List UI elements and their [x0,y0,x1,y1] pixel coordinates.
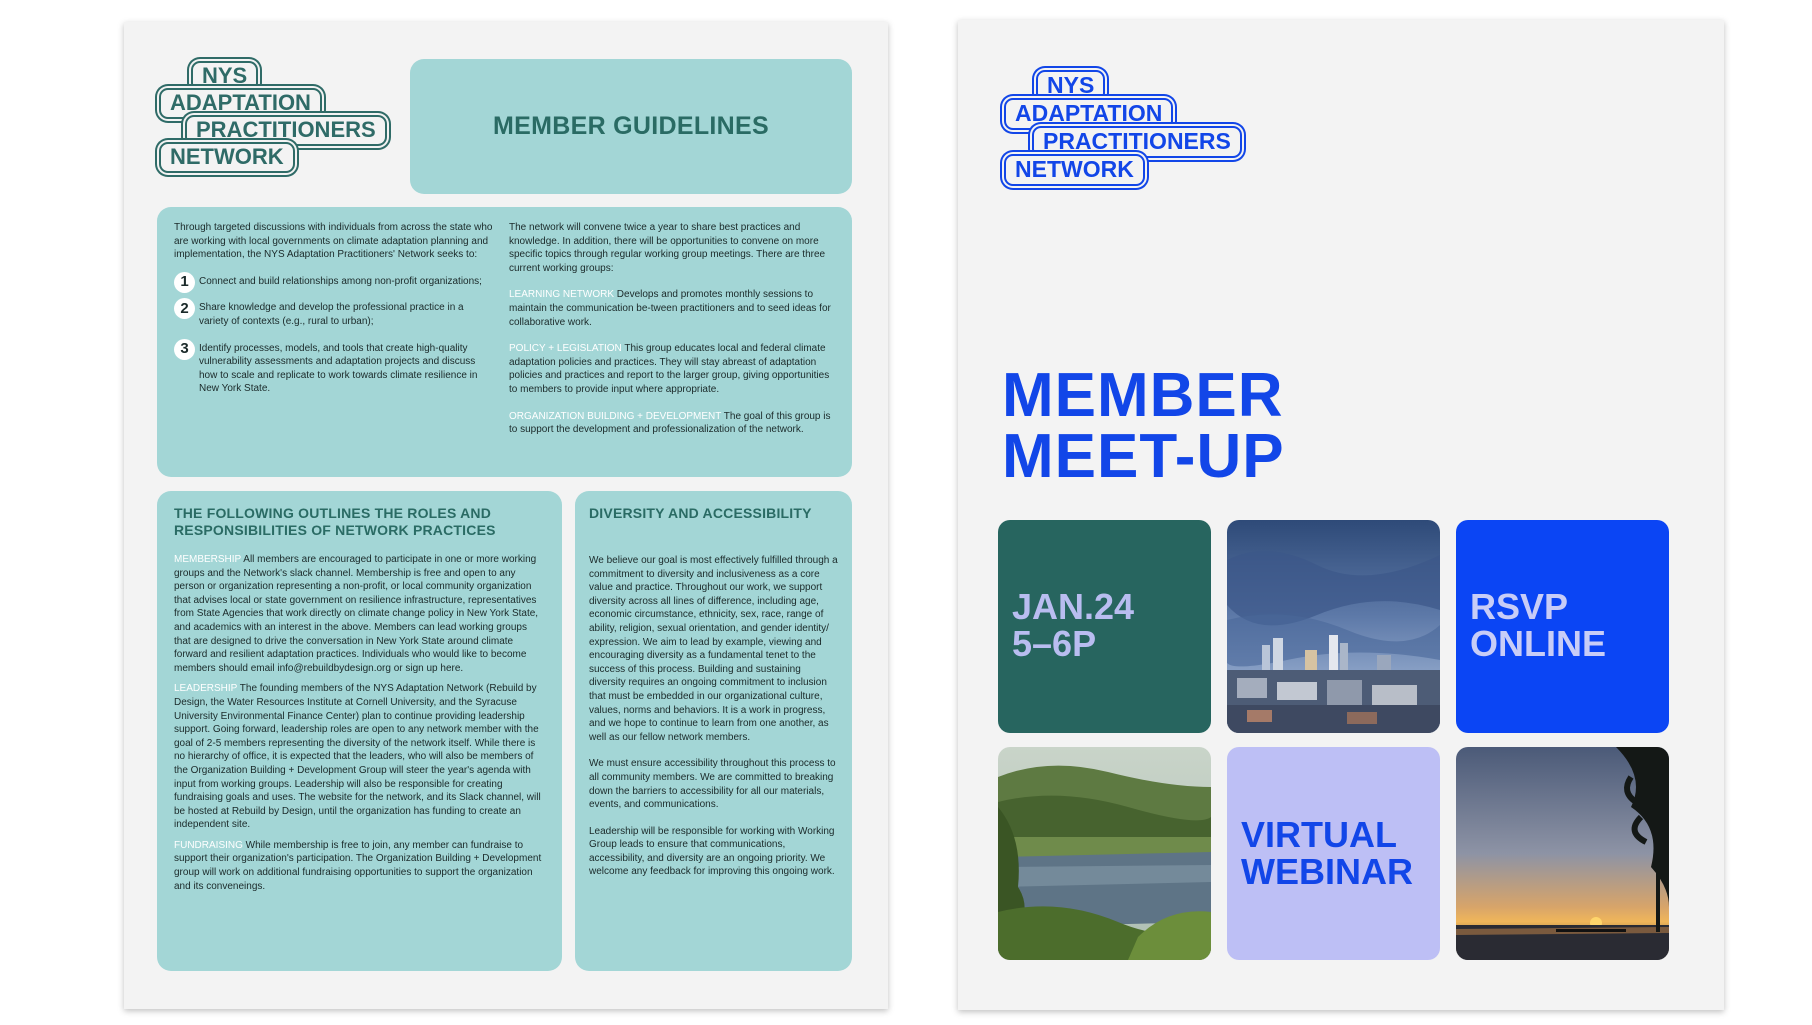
title-panel [410,59,852,194]
goal-item [174,342,494,396]
intro-panel [157,207,852,477]
goal-text: Connect and build relationships among non-profit organizations; [199,275,482,287]
logo-word-adaptation: ADAPTATION [159,88,322,119]
leadership-paragraph: Leadership will be responsible for working with Working Group leads to ensure that communications, accessibility, and diversity are an ongoing priority. We welcome any feedback for improving this ongoing work. [589,825,835,878]
event-date [1012,588,1134,662]
working-group-label: ORGANIZATION BUILDING + DEVELOPMENT [509,410,722,422]
working-group-label: POLICY + LEGISLATION [509,343,622,355]
logo-word-network: NETWORK [159,142,295,173]
role-label: LEADERSHIP [174,683,238,695]
role-text: The founding members of the NYS Adaptation Network (Rebuild by Design, the Water Resources Institute at Cornell University, and the Syracuse University Environmental Finance Center) plan to continue providing leadership support. Going forward, leadership roles are open to any network member with the goal of 2-5 members representing the diversity of the network itself. While there is no hierarchy of office, it is expected that the leaders, who will also be members of the Organization Building + Development Group will steer the year's agenda with input from working groups. Leadership will also be responsible for creating fundraising goals and uses. The website for the network, and its Slack channel, will be hosted at Rebuild by Design, until the organization has funding to create an independent site. [174,683,541,831]
river-valley-image [998,747,1211,960]
accessibility-paragraph: We must ensure accessibility throughout this process to all community members. We are committed to breaking down the barriers to accessibility for all our materials, events, and communications. [589,758,836,811]
webinar-line: VIRTUAL [1241,814,1397,855]
roles-heading: THE FOLLOWING OUTLINES THE ROLES AND RESPONSIBILITIES OF NETWORK PRACTICES [174,505,496,538]
role-text: While membership is free to join, any member can fundraise to support their organization's participation. The Organization Building + Development group will work on additional fundraising opportunities to support the organization and its conveneings. [174,839,542,892]
working-group-text: The goal of this group is to support the development and professionalization of the network. [509,410,831,436]
logo-word-nys: NYS [191,61,258,92]
role-item [174,553,546,675]
logo-word-practitioners: PRACTITIONERS [1032,126,1242,158]
webinar-text [1241,816,1413,890]
river-valley-photo [998,747,1211,960]
page-title: MEMBER GUIDELINES [493,112,769,140]
rsvp-text [1470,588,1606,662]
working-groups-column [509,221,837,437]
working-group-text: This group educates local and federal climate adaptation policies and practices. They will stay abreast of adaptation policies and practices and report to the larger group, giving opportunities to members to provide input where appropriate. [509,343,830,395]
poster-title-line: MEMBER [1002,361,1284,430]
rsvp-tile[interactable] [1456,520,1669,733]
rsvp-line: ONLINE [1470,623,1607,664]
lake-sunset-photo [1456,747,1669,960]
role-item [174,682,546,832]
member-guidelines-page [124,22,888,1009]
diversity-body [589,554,839,879]
poster-title-line: MEET-UP [1002,422,1285,491]
intro-paragraph: Through targeted discussions with individuals from across the state who are working with local governments on climate adaptation planning and implementation, the NYS Adaptation Practitioners' Network seeks to: [174,222,493,261]
diversity-heading: DIVERSITY AND ACCESSIBILITY [589,505,812,521]
logo-word-adaptation: ADAPTATION [1004,98,1173,130]
logo-word-practitioners: PRACTITIONERS [185,115,387,146]
role-item [174,839,546,893]
goal-number: 2 [174,298,195,319]
working-group-text: Develops and promotes monthly sessions to maintain the communication be-tween practitioners and to seed ideas for collaborative work. [509,289,831,328]
goal-item [174,301,494,328]
role-text: All members are encouraged to participate in one or more working groups and the Network's slack channel. Membership is free and open to any person or organization representing a non-profit, or local community organization that advises local or state government on resilience infrastructure, representatives from State Agencies that work directly on climate change policy in New York State, and academics with an interest in the above. Members can lead working groups that are designed to drive the conversation in New York State around climate forward and resilient adaptation practices. Individuals who would like to become members should email info@rebuildbydesign.org or sign up here. [174,554,539,674]
goal-text: Share knowledge and develop the professional practice in a variety of contexts (e.g., rural to urban); [199,302,464,327]
city-skyline-photo [1227,520,1440,733]
webinar-line: WEBINAR [1241,851,1413,892]
nys-adaptation-network-logo [1002,70,1252,210]
network-intro-paragraph: The network will convene twice a year to share best practices and knowledge. In addition, there will be opportunities to convene on more specific topics through regular working group meetings. There are three current working groups: [509,222,826,274]
working-group-item [509,410,837,437]
event-time-line: 5–6P [1012,623,1097,664]
goal-text: Identify processes, models, and tools that create high-quality vulnerability assessments and adaptation projects and discuss how to scale and replicate to work towards climate resilience in New York State. [199,342,478,395]
nys-adaptation-network-logo [157,61,397,196]
member-meetup-poster [958,20,1724,1010]
diversity-panel [575,491,852,971]
working-group-item [509,288,837,329]
diversity-content [589,505,839,879]
working-group-label: LEARNING NETWORK [509,289,615,301]
goals-column [174,221,494,396]
goal-number: 3 [174,339,195,360]
role-label: MEMBERSHIP [174,554,242,565]
city-skyline-image [1227,520,1440,733]
role-label: FUNDRAISING [174,839,243,851]
event-date-line: JAN.24 [1012,586,1135,627]
poster-title [1002,361,1285,491]
goal-number: 1 [174,272,195,293]
logo-word-network: NETWORK [1004,154,1145,186]
roles-panel [157,491,562,971]
roles-content [174,505,546,893]
working-group-item [509,342,837,396]
lake-sunset-image [1456,747,1669,960]
rsvp-line: RSVP [1470,586,1569,627]
roles-body [174,553,546,893]
webinar-tile [1227,747,1440,960]
logo-word-nys: NYS [1036,70,1105,102]
goal-item [174,275,494,289]
diversity-paragraph: We believe our goal is most effectively fulfilled through a commitment to diversity and inclusiveness as a core value and practice. Throughout our work, we support diversity across all lines of difference, including age, economic circumstance, ethnicity, sex, race, range of ability, religion, sexual orientation, and gender identity/ expression. We aim to lead by example, viewing and encouraging diversity as a fundamental tenet to the success of this process. Building and sustaining diversity requires an ongoing commitment to inclusion that must be embedded in our organizational culture, values, norms and behaviors. It is a work in progress, and we hope to continue to learn from one another, as well as our fellow network members. [589,555,838,743]
date-tile [998,520,1211,733]
